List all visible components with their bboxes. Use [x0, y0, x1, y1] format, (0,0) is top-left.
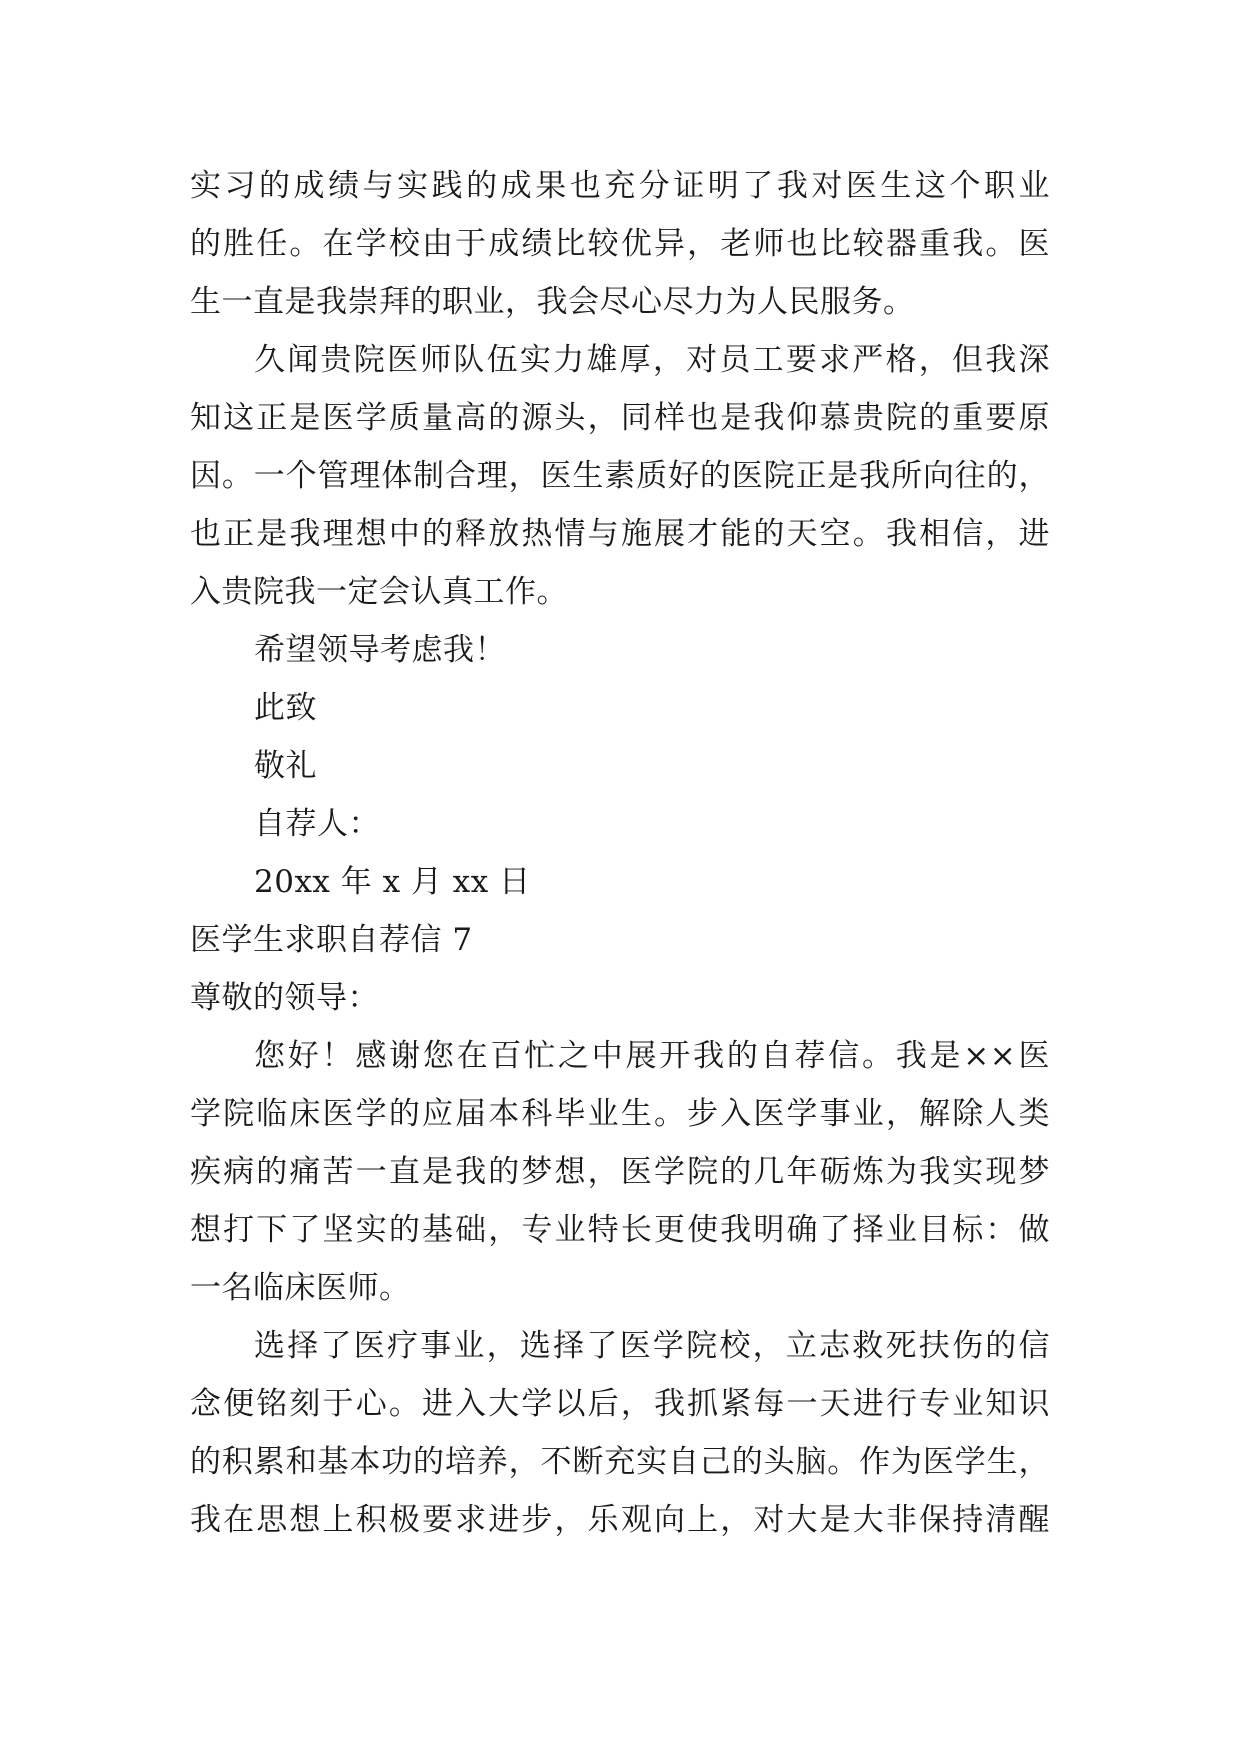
paragraph-line: 的胜任。在学校由于成绩比较优异，老师也比较器重我。医	[190, 226, 1050, 262]
paragraph-line: 学院临床医学的应届本科毕业生。步入医学事业，解除人类	[190, 1096, 1050, 1132]
closing-line: 希望领导考虑我！	[254, 632, 506, 668]
paragraph-line: 我在思想上积极要求进步，乐观向上，对大是大非保持清醒	[190, 1502, 1050, 1538]
salutation-line: 敬礼	[254, 748, 317, 784]
paragraph-line: 久闻贵院医师队伍实力雄厚，对员工要求严格，但我深	[254, 342, 1050, 378]
paragraph-line: 想打下了坚实的基础，专业特长更使我明确了择业目标：做	[190, 1212, 1050, 1248]
paragraph-line: 入贵院我一定会认真工作。	[190, 574, 568, 610]
date-line: 20xx 年 x 月 xx 日	[254, 864, 531, 900]
paragraph-line: 也正是我理想中的释放热情与施展才能的天空。我相信，进	[190, 516, 1050, 552]
paragraph-line: 一名临床医师。	[190, 1270, 411, 1306]
section-title: 医学生求职自荐信 7	[190, 922, 473, 958]
paragraph-line: 选择了医疗事业，选择了医学院校，立志救死扶伤的信	[254, 1328, 1050, 1364]
salutation-line: 此致	[254, 690, 317, 726]
paragraph-line: 知这正是医学质量高的源头，同样也是我仰慕贵院的重要原	[190, 400, 1050, 436]
paragraph-line: 疾病的痛苦一直是我的梦想，医学院的几年砺炼为我实现梦	[190, 1154, 1050, 1190]
paragraph-line: 的积累和基本功的培养，不断充实自己的头脑。作为医学生，	[190, 1444, 1050, 1480]
greeting-line: 尊敬的领导：	[190, 980, 379, 1016]
paragraph-line: 您好！感谢您在百忙之中展开我的自荐信。我是××医	[254, 1038, 1050, 1074]
signature-line: 自荐人：	[254, 806, 380, 842]
paragraph-line: 因。一个管理体制合理，医生素质好的医院正是我所向往的，	[190, 458, 1050, 494]
paragraph-line: 实习的成绩与实践的成果也充分证明了我对医生这个职业	[190, 168, 1050, 204]
paragraph-line: 生一直是我崇拜的职业，我会尽心尽力为人民服务。	[190, 284, 915, 320]
paragraph-line: 念便铭刻于心。进入大学以后，我抓紧每一天进行专业知识	[190, 1386, 1050, 1422]
